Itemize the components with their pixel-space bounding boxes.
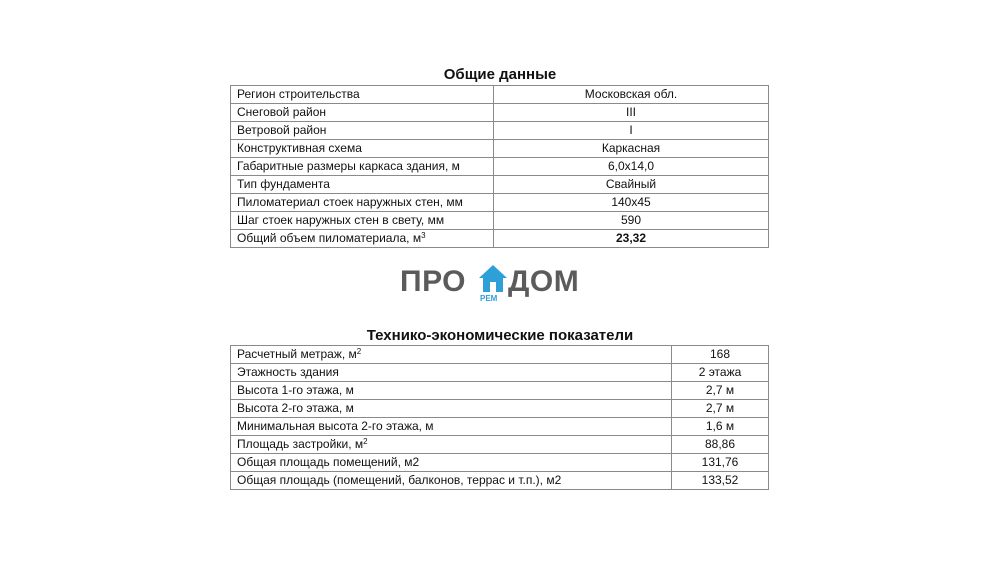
unit-superscript: 2 [356, 347, 362, 356]
row-label: Регион строительства [231, 86, 494, 104]
row-value: 590 [494, 212, 769, 230]
row-label: Габаритные размеры каркаса здания, м [231, 158, 494, 176]
row-value: 2 этажа [672, 364, 769, 382]
row-label: Общая площадь помещений, м2 [231, 454, 672, 472]
row-label: Снеговой район [231, 104, 494, 122]
row-value: 6,0х14,0 [494, 158, 769, 176]
row-label: Пиломатериал стоек наружных стен, мм [231, 194, 494, 212]
row-value: 88,86 [672, 436, 769, 454]
table-row [231, 140, 769, 158]
logo-word-dom: ДОМ [508, 265, 580, 298]
table-row [231, 194, 769, 212]
prodom-logo [400, 263, 600, 303]
row-label: Высота 1-го этажа, м [231, 382, 672, 400]
row-label: Конструктивная схема [231, 140, 494, 158]
row-label: Расчетный метраж, м [237, 347, 357, 361]
table-row [231, 436, 769, 454]
row-value: 168 [672, 346, 769, 364]
row-value: Каркасная [494, 140, 769, 158]
logo-sub-label: РЕМ [480, 294, 498, 303]
row-label-cell [231, 346, 672, 364]
row-value: Московская обл. [494, 86, 769, 104]
table-row [231, 346, 769, 364]
tech-indicators-title: Технико-экономические показатели [366, 327, 634, 344]
row-label: Высота 2-го этажа, м [231, 400, 672, 418]
table-row [231, 400, 769, 418]
row-value: 1,6 м [672, 418, 769, 436]
row-label: Шаг стоек наружных стен в свету, мм [231, 212, 494, 230]
table-row [231, 176, 769, 194]
tech-indicators-table [230, 345, 769, 490]
unit-superscript: 2 [363, 437, 368, 446]
row-label: Площадь застройки, м [237, 437, 364, 451]
row-value: 140х45 [494, 194, 769, 212]
table-row [231, 212, 769, 230]
table-row [231, 230, 769, 248]
table-row [231, 86, 769, 104]
row-label-cell [231, 230, 494, 248]
row-value: 131,76 [672, 454, 769, 472]
row-value: 2,7 м [672, 382, 769, 400]
general-data-title: Общие данные [443, 66, 557, 83]
row-label: Общий объем пиломатериала, м [237, 231, 422, 245]
table-row [231, 364, 769, 382]
row-value: 23,32 [494, 230, 769, 248]
row-label: Этажность здания [231, 364, 672, 382]
unit-superscript: 3 [421, 231, 426, 240]
row-label-cell [231, 436, 672, 454]
logo-word-pro: ПРО [400, 265, 467, 298]
row-label: Общая площадь (помещений, балконов, террас и т.п.), м2 [231, 472, 672, 490]
row-label: Ветровой район [231, 122, 494, 140]
row-value: 133,52 [672, 472, 769, 490]
house-icon [478, 263, 508, 293]
row-label: Минимальная высота 2-го этажа, м [231, 418, 672, 436]
table-row [231, 158, 769, 176]
table-row [231, 418, 769, 436]
table-row [231, 104, 769, 122]
table-row [231, 382, 769, 400]
table-row [231, 122, 769, 140]
row-value: Свайный [494, 176, 769, 194]
table-row [231, 454, 769, 472]
table-row [231, 472, 769, 490]
row-value: 2,7 м [672, 400, 769, 418]
row-value: I [494, 122, 769, 140]
row-label: Тип фундамента [231, 176, 494, 194]
general-data-table [230, 85, 769, 248]
row-value: III [494, 104, 769, 122]
